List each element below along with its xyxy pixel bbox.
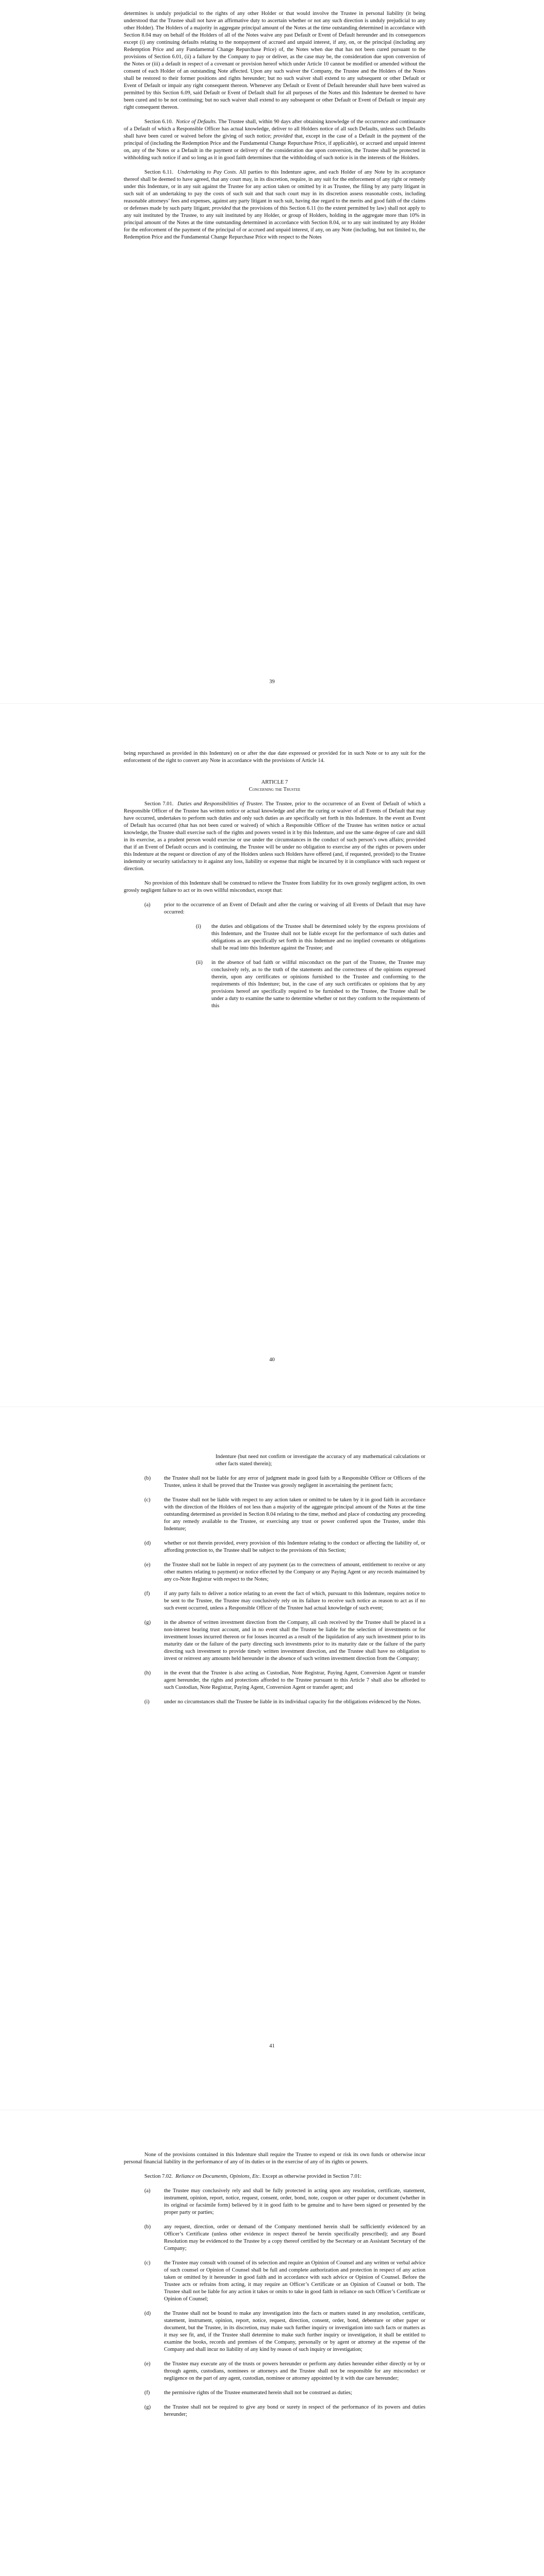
section-7-02-title: Reliance on Documents, Opinions, Etc.: [175, 2174, 261, 2179]
page-number: 39: [269, 679, 275, 685]
list-item-label: (a): [144, 2188, 151, 2194]
list-item-label: (a): [144, 902, 151, 908]
page-number: 41: [269, 2043, 275, 2049]
list-item-text: if any party fails to deliver a notice relating to an event the fact of which, pursuant to this Indenture, requires notice to be sent to the Trustee, the Trustee may conclusively rely on its failure to receive such notice as reason to act as if no such event occurred, unless a Responsible Officer of the Trustee had actual knowledge of such event;: [164, 1591, 425, 1611]
sub-item-label: (ii): [196, 960, 203, 965]
list-item-text: the Trustee shall not be bound to make any investigation into the facts or matters stated in any resolution, certificate, statement, instrument, opinion, report, notice, request, direction, consent, order, bond, debenture or other paper or document, but the Trustee, in its discretion, may make such further inquiry or investigation into such facts or matters as it may see fit, and, if the Trustee shall determine to make such further inquiry or investigation, it shall be entitled to examine the books, records and premises of the Company, personally or by agent or attorney at the expense of the Company and shall incur no liability of any kind by reason of such inquiry or investigation;: [164, 2311, 425, 2352]
section-6-11-text-a: All parties to this Indenture agree, and each Holder of any Note by its acceptance thereof shall be deemed to have agreed, that any court may, in its discretion, require, in any suit for the enforcement of any right or remedy under this Indenture, or in any suit against the Trustee for any action taken or omitted by it as Trustee, the filing by any party litigant in such suit of an undertaking to pay the costs of such suit and that such court may in its discretion assess reasonable costs, including reasonable attorneys’ fees and expenses, against any party litigant in such suit, having due regard to the merits and good faith of the claims or defenses made by such party litigant;: [124, 170, 425, 211]
list-item-text: any request, direction, order or demand of the Company mentioned herein shall be sufficiently evidenced by an Officer’s Certificate (unless other evidence in respect thereof be herein specifically prescribed); and any Board Resolution may be evidenced to the Trustee by a copy thereof certified by the Secretary or an Assistant Secretary of the Company;: [164, 2224, 425, 2251]
list-item: [144, 2260, 425, 2303]
list-item-label: (g): [144, 1620, 151, 1625]
list-item-label: (i): [144, 1699, 150, 1705]
list-item: [144, 1699, 425, 1706]
list-item-label: (b): [144, 2224, 151, 2230]
section-7-01-number: Section 7.01.: [144, 801, 174, 807]
section-6-11-provided: provided: [212, 206, 231, 211]
sub-item-ii-continued: Indenture (but need not confirm or investigate the accuracy of any mathematical calculations or other facts stated therein);: [216, 1454, 425, 1467]
list-item-text: in the absence of written investment direction from the Company, all cash received by the Trustee shall be placed in a non-interest bearing trust account, and in no event shall the Trustee be liable for the selection of investments or for investment losses incurred thereon or for losses incurred as a result of the liquidation of any such investment prior to its maturity date or the failure of the party directing such investments prior to its maturity date or the failure of the party directing such investment to provide timely written investment direction, and the Trustee shall have no obligation to invest or reinvest any amounts held hereunder in the absence of such written investment direction from the Company;: [164, 1620, 425, 1662]
list-item: [144, 2404, 425, 2418]
page-42: [0, 2110, 544, 2576]
sub-item-text: the duties and obligations of the Trustee shall be determined solely by the express provisions of this Indenture, and the Trustee shall not be liable except for the performance of such duties and obligations as are specifically set forth in this Indenture and no implied covenants or obligations shall be read into this Indenture against the Trustee; and: [211, 924, 425, 951]
list-item: [144, 2224, 425, 2252]
list-item-text: the Trustee shall not be liable in respect of any payment (as to the correctness of amount, entitlement to receive or any other matters relating to payment) or notice effected by the Company or any Paying Agent or any records maintained by any co-Note Registrar with respect to the Notes;: [164, 1562, 425, 1582]
list-item-label: (c): [144, 2260, 151, 2266]
list-item-text: the Trustee may conclusively rely and shall be fully protected in acting upon any resolution, certificate, statement, instrument, opinion, report, notice, request, consent, order, bond, note, coupon or other paper or document (whether in its original or facsimile form) believed by it in good faith to be genuine and to have been signed or presented by the proper party or parties;: [164, 2188, 425, 2215]
paragraph-6-11-continued: being repurchased as provided in this Indenture) on or after the due date expressed or provided for in such Note or to any suit for the enforcement of the right to convert any Note in accordance with the provisions of Article 14.: [124, 751, 425, 764]
list-item-text: the Trustee may execute any of the trusts or powers hereunder or perform any duties hereunder either directly or by or through agents, custodians, nominees or attorneys and the Trustee shall not be responsible for any misconduct or negligence on the part of any agent, custodian, nominee or attorney appointed by it with due care hereunder;: [164, 2361, 425, 2381]
list-item-label: (f): [144, 1591, 150, 1597]
list-item-a: [144, 902, 425, 916]
paragraph-no-expend-funds: None of the provisions contained in this Indenture shall require the Trustee to expend or risk its own funds or otherwise incur personal financial liability in the performance of any of its duties or in the exercise of any of its rights or powers.: [124, 2152, 425, 2165]
list-item-text: the Trustee shall not be required to give any bond or surety in respect of the performance of its powers and duties hereunder;: [164, 2404, 425, 2417]
section-6-11-text-b: that the provisions of this Section 6.11 (to the extent permitted by law) shall not apply to any suit instituted by the Trustee, to any suit instituted by any Holder, or group of Holders, holding in the aggregate more than 10% in principal amount of the Notes at the time outstanding determined in accordance with Section 8.04, or to any suit instituted by any Holder for the enforcement of the payment of the principal of or accrued and unpaid interest, if any, on any Note (including, but not limited to, the Redemption Price and the Fundamental Change Repurchase Price with respect to the Notes: [124, 206, 425, 240]
section-7-01-paragraph-2: No provision of this Indenture shall be construed to relieve the Trustee from liability for its own grossly negligent action, its own grossly negligent failure to act or its own willful misconduct, except that:: [124, 880, 425, 893]
sub-item-label: (i): [196, 924, 201, 929]
sub-item-ii: [196, 959, 425, 1010]
article-title: Concerning the Trustee: [249, 787, 301, 792]
list-item-label: (e): [144, 1562, 151, 1568]
list-item-label: (g): [144, 2404, 151, 2410]
page-41: [0, 1407, 544, 2110]
list-item: [144, 1619, 425, 1663]
page-42-items: [124, 2188, 425, 2418]
list-item: [144, 1590, 425, 1612]
list-item-label: (d): [144, 1540, 151, 1546]
list-item-text: in the event that the Trustee is also acting as Custodian, Note Registrar, Paying Agent, Conversion Agent or transfer agent hereunder, the rights and protections afforded to the Trustee pursuant to this Article 7 shall also be afforded to such Custodian, Note Registrar, Paying Agent, Conversion Agent or transfer agent; and: [164, 1670, 425, 1690]
list-item-text: the permissive rights of the Trustee enumerated herein shall not be construed as duties;: [164, 2390, 352, 2396]
section-7-01-text: The Trustee, prior to the occurrence of an Event of Default of which a Responsible Officer of the Trustee has written notice or actual knowledge and after the curing or waiver of all Events of Default that may have occurred, undertakes to perform such duties and only such duties as are specifically set forth in this Indenture. In the event an Event of Default has occurred (that has not been cured or waived) of which a Responsible Officer of the Trustee has written notice or actual knowledge, the Trustee shall exercise such of the rights and powers vested in it by this Indenture, and use the same degree of care and skill in its exercise, as a prudent person would exercise or use under the circumstances in the conduct of such person’s own affairs; provided that if an Event of Default occurs and is continuing, the Trustee will be under no obligation to exercise any of the rights or powers under this Indenture at the request or direction of any of the Holders unless such Holders have offered (and, if requested, provided) to the Trustee indemnity or security satisfactory to it against any loss, liability or expense that might be incurred by it in compliance with such request or direction.: [124, 801, 425, 872]
list-item-label: (h): [144, 1670, 151, 1676]
section-6-10-text-a: The Trustee shall, within 90 days after obtaining knowledge of the occurrence and continuance of a Default of which a Responsible Officer has actual knowledge, deliver to all Holders notice of all such Defaults, unless such Defaults shall have been cured or waived before the giving of such notice;: [124, 119, 425, 139]
list-item-text: whether or not therein provided, every provision of this Indenture relating to the conduct or affecting the liability of, or affording protection to, the Trustee shall be subject to the provisions of this Section;: [164, 1540, 425, 1553]
list-item-text: the Trustee shall not be liable for any error of judgment made in good faith by a Responsible Officer or Officers of the Trustee, unless it shall be proved that the Trustee was grossly negligent in ascertaining the pertinent facts;: [164, 1476, 425, 1488]
paragraph-6-09-continued: determines is unduly prejudicial to the rights of any other Holder or that would involve the Trustee in personal liability (it being understood that the Trustee shall not have an affirmative duty to ascertain whether or not any such direction is unduly prejudicial to any other Holder). The Holders of a majority in aggregate principal amount of the Notes at the time outstanding determined in accordance with Section 8.04 may on behalf of the Holders of all of the Notes waive any past Default or Event of Default hereunder and its consequences except (i) any continuing defaults relating to the nonpayment of accrued and unpaid interest, if any, on, or the principal (including any Redemption Price and any Fundamental Change Repurchase Price) of, the Notes when due that has not been cured pursuant to the provisions of Section 6.01, (ii) a failure by the Company to pay or deliver, as the case may be, the consideration due upon conversion of the Notes or (iii) a default in respect of a covenant or provision hereof which under Article 10 cannot be modified or amended without the consent of each Holder of an outstanding Note affected. Upon any such waiver the Company, the Trustee and the Holders of the Notes shall be restored to their former positions and rights hereunder; but no such waiver shall extend to any subsequent or other Default or Event of Default or impair any right consequent thereon. Whenever any Default or Event of Default hereunder shall have been waived as permitted by this Section 6.09, said Default or Event of Default shall for all purposes of the Notes and this Indenture be deemed to have been cured and to be not continuing; but no such waiver shall extend to any subsequent or other Default or Event of Default or impair any right consequent thereon.: [124, 11, 425, 110]
list-item-label: (e): [144, 2361, 151, 2367]
list-item: [144, 1670, 425, 1691]
list-item-text: prior to the occurrence of an Event of Default and after the curing or waiving of all Events of Default that may have occurred:: [164, 902, 425, 915]
list-item: [144, 1540, 425, 1554]
section-7-01-title: Duties and Responsibilities of Trustee.: [177, 801, 264, 807]
list-item-text: the Trustee may consult with counsel of its selection and require an Opinion of Counsel and any written or verbal advice of such counsel or Opinion of Counsel shall be full and complete authorization and protection in respect of any action taken or omitted by it hereunder in good faith and in accordance with such advice or Opinion of Counsel. Before the Trustee acts or refrains from acting, it may require an Officer’s Certificate or an Opinion of Counsel or both. The Trustee shall not be liable for any action it takes or omits to take in good faith in reliance on such Officer’s Certificate or Opinion of Counsel;: [164, 2260, 425, 2302]
list-item: [144, 2389, 425, 2397]
list-item: [144, 2361, 425, 2382]
list-item-text: the Trustee shall not be liable with respect to any action taken or omitted to be taken by it in good faith in accordance with the direction of the Holders of not less than a majority of the aggregate principal amount of the Notes at the time outstanding determined as provided in Section 8.04 relating to the time, method and place of conducting any proceeding for any remedy available to the Trustee, or exercising any trust or power conferred upon the Trustee, under this Indenture;: [164, 1497, 425, 1532]
list-item: [144, 1497, 425, 1533]
list-item-label: (f): [144, 2390, 150, 2396]
section-6-10-number: Section 6.10.: [144, 119, 173, 125]
section-6-10-title: Notice of Defaults.: [176, 119, 217, 125]
section-6-11-title: Undertaking to Pay Costs.: [177, 170, 238, 175]
section-6-11-number: Section 6.11.: [144, 170, 174, 175]
list-item-label: (b): [144, 1476, 151, 1481]
page-number: 40: [269, 1357, 275, 1363]
page-39: [0, 0, 544, 703]
section-7-02-text: Except as otherwise provided in Section 7.01:: [260, 2174, 362, 2179]
section-7-02: [124, 2173, 425, 2180]
sub-item-i: [196, 923, 425, 952]
section-6-11: [124, 169, 425, 241]
page-40: [0, 704, 544, 1406]
list-item-label: (c): [144, 1497, 151, 1503]
article-heading: ARTICLE 7: [261, 779, 288, 785]
list-item: [144, 1475, 425, 1489]
list-item: [144, 1562, 425, 1583]
section-7-01: [124, 801, 425, 873]
section-7-02-number: Section 7.02.: [144, 2174, 173, 2179]
page-41-items: [124, 1475, 425, 1706]
section-6-10: [124, 118, 425, 162]
list-item-label: (d): [144, 2311, 151, 2316]
section-6-10-provided: provided: [273, 133, 293, 139]
section-6-10-text-b: that, except in the case of a Default in the payment of the principal of (including the Redemption Price and the Fundamental Change Repurchase Price, if applicable), or accrued and unpaid interest on, any of the Notes or a Default in the payment or delivery of the consideration due upon conversion, the Trustee shall be protected in withholding such notice if and so long as it in good faith determines that the withholding of such notice is in the interests of the Holders.: [124, 133, 425, 161]
sub-item-text: in the absence of bad faith or willful misconduct on the part of the Trustee, the Trustee may conclusively rely, as to the truth of the statements and the correctness of the opinions expressed therein, upon any certificates or opinions furnished to the Trustee and conforming to the requirements of this Indenture; but, in the case of any such certificates or opinions that by any provisions hereof are specifically required to be furnished to the Trustee, the Trustee shall be under a duty to examine the same to determine whether or not they conform to the requirements of this: [211, 960, 425, 1009]
list-item-text: under no circumstances shall the Trustee be liable in its individual capacity for the obligations evidenced by the Notes.: [164, 1699, 421, 1705]
list-item: [144, 2188, 425, 2216]
list-item: [144, 2310, 425, 2353]
